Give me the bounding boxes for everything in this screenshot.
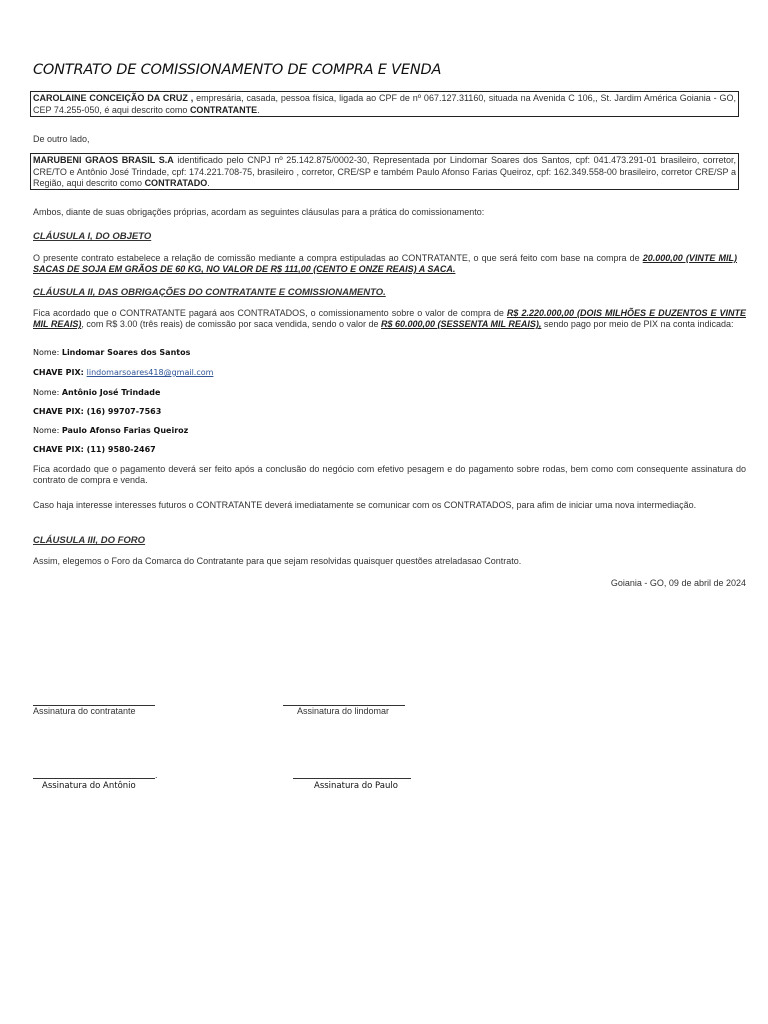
pix-chave-label: CHAVE PIX: bbox=[33, 445, 87, 454]
pix-chave-label: CHAVE PIX: bbox=[33, 407, 87, 416]
clausula1-body: O presente contrato estabelece a relação de comissão mediante a compra estipuladas ao CONTRATANTE, o que será feito com base na compra de bbox=[33, 253, 643, 263]
clausula2-t1: Fica acordado que o CONTRATANTE pagará aos CONTRATADOS, o comissionamento sobre o valor de compra de bbox=[33, 308, 507, 318]
clausula2-heading: CLÁUSULA II, DAS OBRIGAÇÕES DO CONTRATANTE E COMISSIONAMENTO. bbox=[33, 287, 386, 298]
page-title: CONTRATO DE COMISSIONAMENTO DE COMPRA E VENDA bbox=[33, 62, 442, 78]
clausula2-t2: , com R$ 3.00 (três reais) de comissão por saca vendida, sendo o valor de bbox=[81, 319, 381, 329]
pix-nome-value: Antônio José Trindade bbox=[61, 388, 161, 397]
pix-nome-label: Nome: bbox=[33, 348, 62, 357]
clausula3-text: Assim, elegemos o Foro da Comarca do Contratante para que sejam resolvidas quaisquer questões atreladasao Contrato. bbox=[33, 556, 522, 566]
clausula1-heading: CLÁUSULA I, DO OBJETO bbox=[33, 231, 152, 242]
pix-nome-value: Lindomar Soares dos Santos bbox=[61, 348, 191, 357]
signature-label-antonio: Assinatura do Antônio bbox=[42, 781, 136, 791]
pix-nome-3 bbox=[33, 426, 188, 435]
signature-label-contratante: Assinatura do contratante bbox=[33, 706, 136, 716]
pagamento-text: Fica acordado que o pagamento deverá ser feito após a conclusão do negócio com efetivo pesagem e do pagamento sobre rodas, bem como com consequente assinatura do contrato de compra e venda. bbox=[33, 464, 746, 485]
contratante-name: CAROLAINE CONCEIÇÃO DA CRUZ , bbox=[33, 93, 194, 103]
contratado-box bbox=[30, 153, 739, 190]
pix-email-link[interactable]: lindomarsoares418@gmail.com bbox=[86, 368, 214, 377]
pix-nome-value: Paulo Afonso Farias Queiroz bbox=[61, 426, 189, 435]
signature-label-paulo: Assinatura do Paulo bbox=[314, 781, 398, 791]
signature-label-lindomar: Assinatura do lindomar bbox=[297, 706, 390, 716]
contratado-end: . bbox=[207, 178, 210, 188]
pix-nome-label: Nome: bbox=[33, 388, 62, 397]
pix-chave-label: CHAVE PIX: bbox=[33, 368, 87, 377]
pix-chave-2 bbox=[33, 407, 161, 416]
pix-chave-3 bbox=[33, 445, 156, 454]
clausula2-text bbox=[33, 308, 746, 330]
signature-line-paulo bbox=[293, 778, 411, 779]
clausula1-highlight: 20.000,00 (VINTE MIL) SACAS DE SOJA EM GRÃOS DE 60 KG, NO VALOR DE R$ 111,00 (CENTO E ONZE REAIS) A SACA. bbox=[33, 253, 737, 274]
contratado-role: CONTRATADO bbox=[144, 178, 208, 188]
ambos-text: Ambos, diante de suas obrigações próprias, acordam as seguintes cláusulas para a prática do comissionamento: bbox=[33, 207, 485, 217]
pix-nome-2 bbox=[33, 388, 160, 397]
pix-chave-value: (11) 9580-2467 bbox=[86, 445, 156, 454]
contratado-text: identificado pelo CNPJ nº 25.142.875/0002-30, Representada por Lindomar Soares dos Santos, cpf: 041.473.291-01 brasileiro, corretor, CRE/TO e Antônio José Trindade, cpf: 174.221.708-75, brasileiro , corretor, CRE/SP e também Paulo Afonso Farias Queiroz, cpf: 162.349.558-00 brasileiro, corretor CRE/SP a Região, aqui descrito como bbox=[33, 155, 736, 188]
contratante-role: CONTRATANTE bbox=[189, 104, 258, 115]
contratante-box bbox=[30, 91, 739, 117]
contratado-name: MARUBENI GRAOS BRASIL S.A bbox=[33, 155, 174, 165]
signature-line-antonio bbox=[33, 778, 155, 779]
clausula2-t3: sendo pago por meio de PIX na conta indicada: bbox=[541, 319, 734, 329]
clausula3-heading: CLÁUSULA III, DO FORO bbox=[33, 535, 146, 546]
pix-nome-label: Nome: bbox=[33, 426, 62, 435]
signature-dot: . bbox=[155, 770, 158, 780]
date-line: Goiania - GO, 09 de abril de 2024 bbox=[610, 578, 746, 588]
pix-chave-value: (16) 99707-7563 bbox=[86, 407, 162, 416]
clausula2-h1: R$ 2.220.000,00 (DOIS MILHÕES E DUZENTOS E VINTE MIL REAIS) bbox=[33, 308, 746, 329]
interesses-text: Caso haja interesse interesses futuros o CONTRATANTE deverá imediatamente se comunicar com os CONTRATADOS, para afim de iniciar uma nova intermediação. bbox=[33, 500, 697, 510]
contratante-end: . bbox=[257, 104, 260, 115]
pix-nome-1 bbox=[33, 348, 190, 357]
contratante-text: empresária, casada, pessoa física, ligada ao CPF de nº 067.127.31160, situada na Avenida C 106,, St. Jardim América Goiania - GO, CEP 74.255-050, é aqui descrito como bbox=[33, 93, 736, 115]
outro-lado: De outro lado, bbox=[33, 134, 90, 144]
clausula1-text bbox=[33, 253, 737, 275]
pix-chave-1 bbox=[33, 368, 213, 377]
clausula2-h2: R$ 60.000,00 (SESSENTA MIL REAIS), bbox=[381, 319, 542, 329]
